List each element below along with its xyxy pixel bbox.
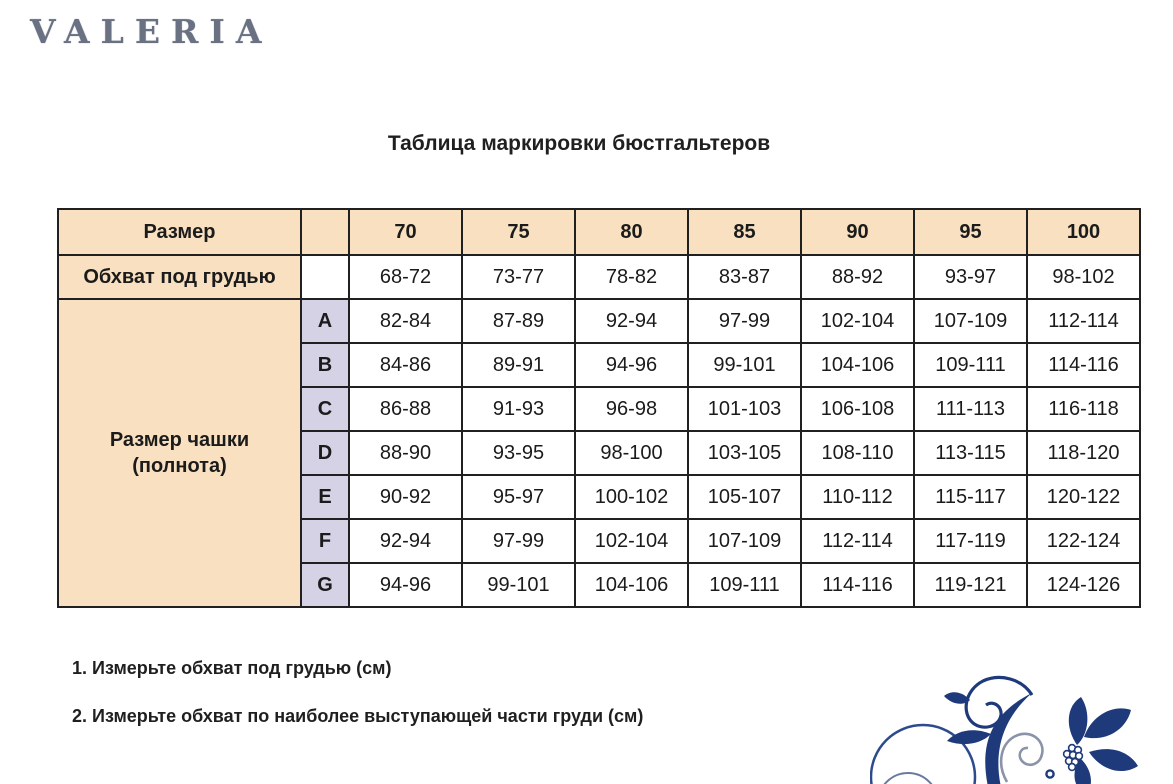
cup-value-cell: 115-117 [914,475,1027,519]
cup-value-cell: 98-100 [575,431,688,475]
cup-value-cell: 102-104 [575,519,688,563]
underbust-row [58,255,1140,299]
cup-value-cell: 107-109 [688,519,801,563]
cup-value-cell: 103-105 [688,431,801,475]
underbust-label-cell: Обхват под грудью [58,255,301,299]
page-title: Таблица маркировки бюстгальтеров [387,132,771,155]
cup-letter-cell: F [301,519,349,563]
cup-value-cell: 97-99 [462,519,575,563]
empty-corner-cell [301,209,349,255]
cup-value-cell: 102-104 [801,299,914,343]
cup-value-cell: 110-112 [801,475,914,519]
cup-value-cell: 107-109 [914,299,1027,343]
cup-value-cell: 90-92 [349,475,462,519]
cup-label-line2: (полнота) [132,455,227,477]
size-column-header: 70 [349,209,462,255]
cup-value-cell: 91-93 [462,387,575,431]
cup-letter-cell: A [301,299,349,343]
cup-value-cell: 88-90 [349,431,462,475]
cup-value-cell: 124-126 [1027,563,1140,607]
underbust-value-cell: 93-97 [914,255,1027,299]
cup-value-cell: 94-96 [575,343,688,387]
cup-value-cell: 119-121 [914,563,1027,607]
cup-letter-cell: E [301,475,349,519]
cup-value-cell: 96-98 [575,387,688,431]
cup-value-cell: 95-97 [462,475,575,519]
cup-value-cell: 87-89 [462,299,575,343]
underbust-value-cell: 73-77 [462,255,575,299]
cup-letter-cell: C [301,387,349,431]
underbust-value-cell: 83-87 [688,255,801,299]
valeria-logo: VALERIA [30,12,273,51]
cup-value-cell: 99-101 [688,343,801,387]
cup-value-cell: 106-108 [801,387,914,431]
cup-value-cell: 86-88 [349,387,462,431]
cup-value-cell: 99-101 [462,563,575,607]
cup-value-cell: 109-111 [914,343,1027,387]
underbust-value-cell: 78-82 [575,255,688,299]
cup-value-cell: 112-114 [1027,299,1140,343]
cup-value-cell: 92-94 [575,299,688,343]
cup-value-cell: 105-107 [688,475,801,519]
cup-value-cell: 97-99 [688,299,801,343]
cup-value-cell: 112-114 [801,519,914,563]
empty-cell [301,255,349,299]
instruction-step-2: 2. Измерьте обхват по наиболее выступающей части груди (см) [72,706,644,726]
cup-value-cell: 120-122 [1027,475,1140,519]
cup-value-cell: 111-113 [914,387,1027,431]
floral-swirl-ornament-icon [870,655,1170,784]
cup-value-cell: 101-103 [688,387,801,431]
cup-value-cell: 104-106 [575,563,688,607]
size-column-header: 80 [575,209,688,255]
cup-value-cell: 100-102 [575,475,688,519]
size-column-header: 85 [688,209,801,255]
cup-letter-cell: D [301,431,349,475]
cup-value-cell: 82-84 [349,299,462,343]
cup-value-cell: 113-115 [914,431,1027,475]
cup-value-cell: 93-95 [462,431,575,475]
cup-value-cell: 108-110 [801,431,914,475]
underbust-value-cell: 68-72 [349,255,462,299]
cup-letter-cell: B [301,343,349,387]
bra-size-table [57,208,1141,608]
cup-row-a [58,299,1140,343]
size-column-header: 100 [1027,209,1140,255]
cup-value-cell: 118-120 [1027,431,1140,475]
size-label-cell: Размер [58,209,301,255]
instruction-step-1: 1. Измерьте обхват под грудью (см) [72,658,392,678]
cup-value-cell: 92-94 [349,519,462,563]
cup-size-label-cell [58,299,301,607]
measurement-instructions [72,658,643,754]
cup-value-cell: 114-116 [1027,343,1140,387]
cup-value-cell: 104-106 [801,343,914,387]
underbust-value-cell: 98-102 [1027,255,1140,299]
cup-label-line1: Размер чашки [109,429,250,451]
cup-value-cell: 117-119 [914,519,1027,563]
cup-value-cell: 114-116 [801,563,914,607]
cup-value-cell: 122-124 [1027,519,1140,563]
cup-value-cell: 116-118 [1027,387,1140,431]
cup-letter-cell: G [301,563,349,607]
cup-value-cell: 94-96 [349,563,462,607]
cup-value-cell: 84-86 [349,343,462,387]
size-row [58,209,1140,255]
size-column-header: 90 [801,209,914,255]
size-column-header: 95 [914,209,1027,255]
underbust-value-cell: 88-92 [801,255,914,299]
cup-value-cell: 89-91 [462,343,575,387]
size-column-header: 75 [462,209,575,255]
cup-value-cell: 109-111 [688,563,801,607]
